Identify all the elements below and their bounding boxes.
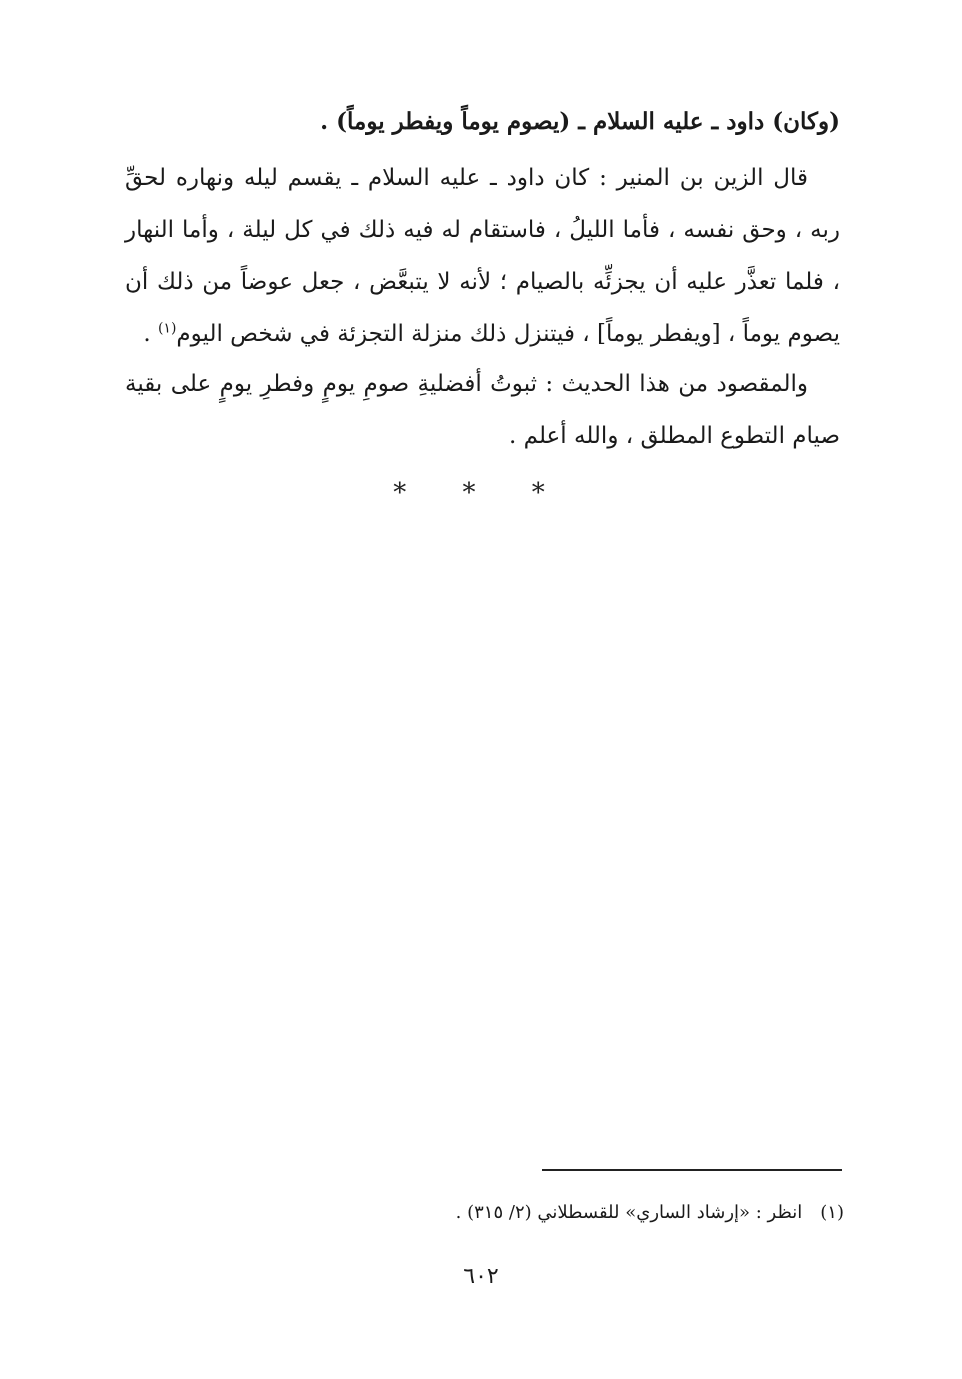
paragraph-commentary	[125, 152, 840, 360]
heading-text: (وكان) داود ـ عليه السلام ـ (يصوم يوماً ويفطر يوماً) .	[320, 108, 840, 135]
paragraph-commentary-text: قال الزين بن المنير : كان داود ـ عليه السلام ـ يقسم ليله ونهاره لحقِّ ربه ، وحق نفسه ، فأما الليلُ ، فاستقام له فيه ذلك في كل ليلة ، وأما النهار ، فلما تعذَّر عليه أن يجزئِّه بالصيام ؛ لأنه لا يتبعَّض ، جعل عوضاً من ذلك أن يصوم يوماً ، [ويفطر يوماً] ، فيتنزل ذلك منزلة التجزئة في شخص اليوم	[125, 165, 840, 347]
footnote-marker: (١)	[820, 1202, 844, 1223]
footnote	[456, 1198, 844, 1228]
footnote-divider	[542, 1169, 842, 1171]
paragraph-commentary-tail: .	[143, 321, 158, 347]
section-separator: * * *	[393, 478, 569, 508]
page-number: ٦٠٢	[463, 1264, 499, 1289]
footnote-text: انظر : «إرشاد الساري» للقسطلاني (٢/ ٣١٥) .	[455, 1202, 803, 1223]
paragraph-conclusion	[125, 358, 840, 462]
section-heading	[320, 96, 840, 148]
footnote-reference[interactable]: (١)	[157, 320, 177, 337]
paragraph-conclusion-text: والمقصود من هذا الحديث : ثبوتُ أفضليةِ صومِ يومٍ وفطرِ يومٍ على بقية صيام التطوع المطلق ، والله أعلم .	[125, 371, 840, 449]
